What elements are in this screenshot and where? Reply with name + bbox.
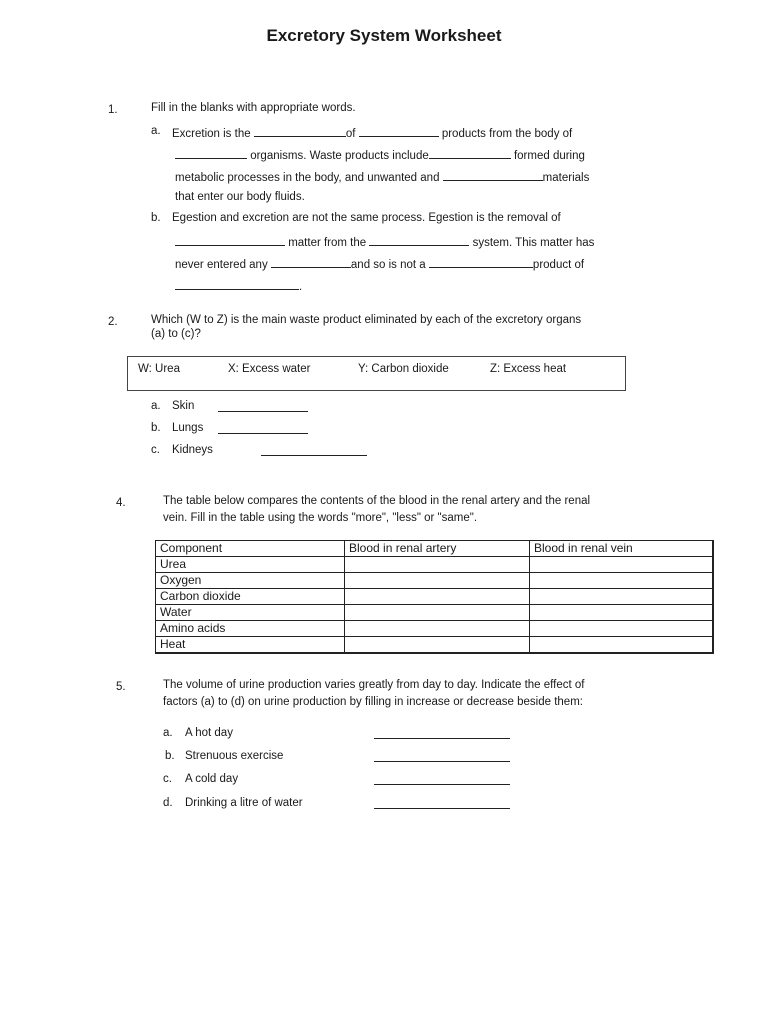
key-y: Y: Carbon dioxide — [358, 363, 449, 375]
q2c-text: Kidneys — [172, 444, 213, 456]
table-row — [156, 589, 714, 605]
artery-cell[interactable] — [345, 557, 530, 573]
table-row — [156, 573, 714, 589]
q1a-label: a. — [151, 125, 161, 137]
q5c-label: c. — [163, 773, 172, 785]
row-label: Amino acids — [156, 621, 345, 637]
q5d-text: Drinking a litre of water — [185, 797, 303, 809]
q2-prompt-line1: Which (W to Z) is the main waste product eliminated by each of the excretory organs — [151, 314, 582, 326]
q2-prompt-line2: (a) to (c)? — [151, 328, 201, 340]
q5c-answer-line[interactable] — [374, 784, 510, 785]
q5b-label: b. — [165, 750, 175, 762]
comparison-table — [155, 540, 714, 654]
q1b-text-6: product of — [532, 259, 585, 271]
q1a-blank-3[interactable] — [175, 147, 247, 159]
q1b-text-1: Egestion and excretion are not the same process. Egestion is the removal of — [172, 212, 561, 224]
q1-prompt: Fill in the blanks with appropriate words. — [151, 102, 356, 114]
vein-cell[interactable] — [530, 621, 714, 637]
q2a-answer-line[interactable] — [218, 411, 308, 412]
q5a-label: a. — [163, 727, 173, 739]
q5-prompt-line2: factors (a) to (d) on urine production by filling in increase or decrease beside them: — [163, 696, 583, 708]
q1a-text-7: materials — [542, 172, 590, 184]
q2b-text: Lungs — [172, 422, 204, 434]
row-label: Water — [156, 605, 345, 621]
key-w: W: Urea — [138, 363, 180, 375]
q2b-answer-line[interactable] — [218, 433, 308, 434]
q1a-line2 — [175, 147, 585, 162]
q1a-text-1: Excretion is the — [172, 128, 251, 140]
vein-cell[interactable] — [530, 637, 714, 654]
artery-cell[interactable] — [345, 573, 530, 589]
q1b-text-7: . — [299, 281, 303, 293]
q1b-blank-2[interactable] — [369, 234, 469, 246]
vein-cell[interactable] — [530, 557, 714, 573]
q1b-blank-4[interactable] — [429, 256, 533, 268]
q2c-answer-line[interactable] — [261, 455, 367, 456]
q5b-answer-line[interactable] — [374, 761, 510, 762]
q1b-blank-5[interactable] — [175, 278, 299, 290]
q1b-line3 — [175, 256, 584, 271]
q5-prompt-line1: The volume of urine production varies greatly from day to day. Indicate the effect of — [163, 679, 585, 691]
q5a-answer-line[interactable] — [374, 738, 510, 739]
q5c-text: A cold day — [185, 773, 239, 785]
key-z: Z: Excess heat — [490, 363, 567, 375]
q1a-text-3: products from the body of — [441, 128, 573, 140]
q4-number: 4. — [116, 497, 126, 509]
q1-number: 1. — [108, 104, 118, 116]
row-label: Heat — [156, 637, 345, 654]
q1b-line4 — [175, 278, 302, 293]
q2b-label: b. — [151, 422, 161, 434]
vein-cell[interactable] — [530, 605, 714, 621]
q1b-text-2: matter from the — [288, 237, 367, 249]
q1b-text-3: system. This matter has — [472, 237, 595, 249]
q5d-answer-line[interactable] — [374, 808, 510, 809]
q1a-line3 — [175, 169, 589, 184]
table-header-row — [156, 541, 714, 557]
q1a-text-6: metabolic processes in the body, and unwanted and — [175, 172, 440, 184]
q5-number: 5. — [116, 681, 126, 693]
artery-cell[interactable] — [345, 589, 530, 605]
vein-cell[interactable] — [530, 589, 714, 605]
row-label: Urea — [156, 557, 345, 573]
table-row — [156, 557, 714, 573]
vein-cell[interactable] — [530, 573, 714, 589]
q1a-blank-1[interactable] — [254, 125, 346, 137]
q2a-label: a. — [151, 400, 161, 412]
artery-cell[interactable] — [345, 605, 530, 621]
q5a-text: A hot day — [185, 727, 233, 739]
q1a-blank-4[interactable] — [429, 147, 511, 159]
q1b-blank-3[interactable] — [271, 256, 351, 268]
row-label: Oxygen — [156, 573, 345, 589]
q4-prompt-line2: vein. Fill in the table using the words "more", "less" or "same". — [163, 512, 478, 524]
q1a-text-5: formed during — [513, 150, 585, 162]
table-row — [156, 605, 714, 621]
artery-cell[interactable] — [345, 621, 530, 637]
header-component: Component — [156, 541, 345, 557]
table-row — [156, 637, 714, 654]
q1b-text-4: never entered any — [175, 259, 268, 271]
q2c-label: c. — [151, 444, 160, 456]
q1b-blank-1[interactable] — [175, 234, 285, 246]
header-renal-artery: Blood in renal artery — [345, 541, 530, 557]
page-title: Excretory System Worksheet — [266, 26, 502, 45]
q1a-blank-5[interactable] — [443, 169, 543, 181]
q4-prompt-line1: The table below compares the contents of the blood in the renal artery and the renal — [163, 495, 591, 507]
header-renal-vein: Blood in renal vein — [530, 541, 714, 557]
q1a-text-8: that enter our body fluids. — [175, 191, 305, 203]
q1b-text-5: and so is not a — [350, 259, 426, 271]
row-label: Carbon dioxide — [156, 589, 345, 605]
q1a-line1 — [172, 125, 572, 140]
q1b-line2 — [175, 234, 594, 249]
key-x: X: Excess water — [228, 363, 311, 375]
q5b-text: Strenuous exercise — [185, 750, 284, 762]
artery-cell[interactable] — [345, 637, 530, 654]
q1b-label: b. — [151, 212, 161, 224]
q2-number: 2. — [108, 316, 118, 328]
q1a-text-2: of — [345, 128, 356, 140]
table-row — [156, 621, 714, 637]
q1a-blank-2[interactable] — [359, 125, 439, 137]
q1a-text-4: organisms. Waste products include — [250, 150, 429, 162]
q5d-label: d. — [163, 797, 173, 809]
q2a-text: Skin — [172, 400, 195, 412]
